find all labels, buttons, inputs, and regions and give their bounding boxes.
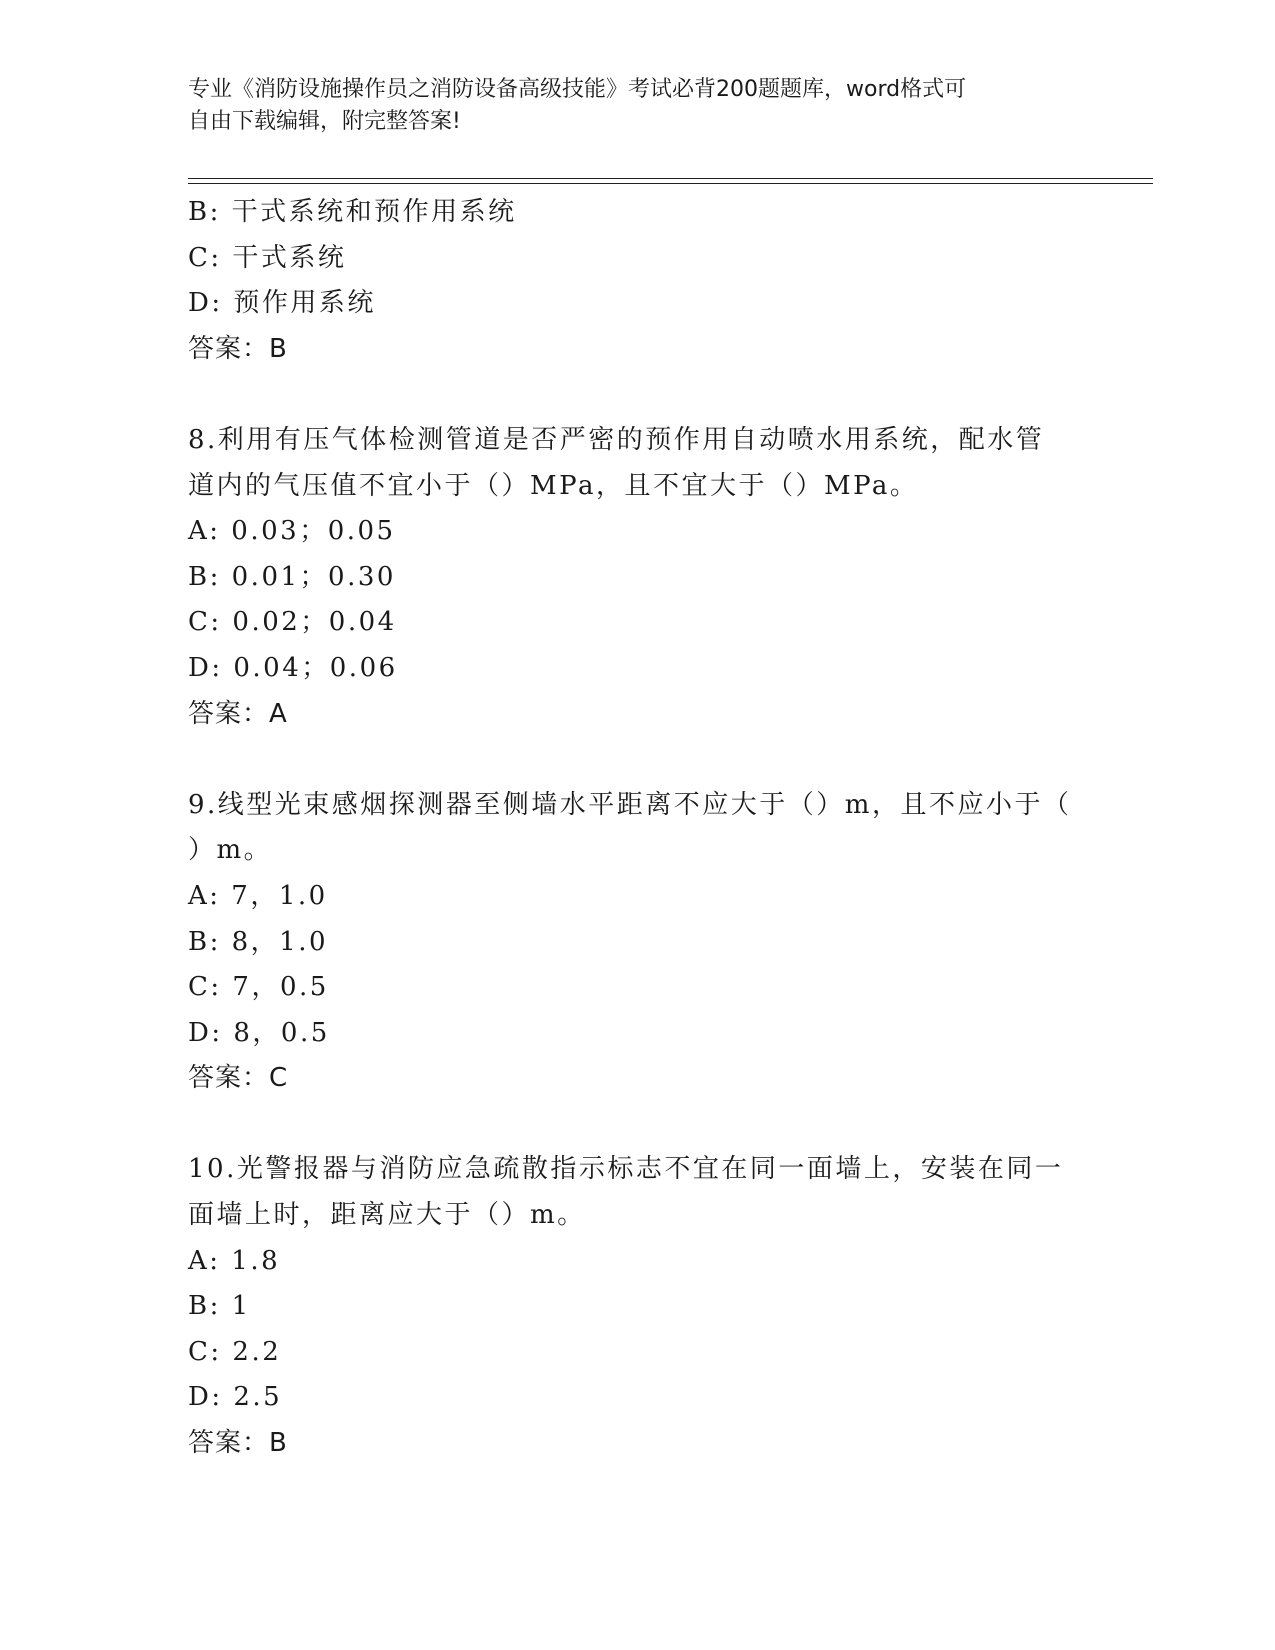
spacer xyxy=(188,737,1088,783)
option-d: D: 8，0.5 xyxy=(188,1017,330,1048)
header-divider-top xyxy=(188,178,1153,179)
previous-question-tail xyxy=(188,190,1088,372)
option-c: C: 2.2 xyxy=(188,1336,282,1367)
option-d: D: 0.04；0.06 xyxy=(188,652,398,683)
spacer xyxy=(188,1102,1088,1148)
option-b: B: 1 xyxy=(188,1291,251,1322)
question-stem-line-2: 面墙上时，距离应大于（）m。 xyxy=(188,1200,586,1231)
question-9 xyxy=(188,783,1088,1102)
question-stem-line-1: 8.利用有压气体检测管道是否严密的预作用自动喷水用系统，配水管 xyxy=(188,424,1045,455)
answer-line: 答案：C xyxy=(188,1063,289,1094)
option-d: D: 2.5 xyxy=(188,1382,283,1413)
option-a: A: 7，1.0 xyxy=(188,880,328,911)
question-stem-line-2: ）m。 xyxy=(188,835,273,866)
question-8 xyxy=(188,418,1088,737)
spacer xyxy=(188,372,1088,418)
option-c: C: 干式系统 xyxy=(188,242,347,273)
option-a: A: 1.8 xyxy=(188,1245,281,1276)
header-line-1: 专业《消防设施操作员之消防设备高级技能》考试必背200题题库，word格式可 xyxy=(188,77,967,102)
option-d: D: 预作用系统 xyxy=(188,288,376,319)
option-c: C: 0.02；0.04 xyxy=(188,607,397,638)
option-b: B: 0.01；0.30 xyxy=(188,561,396,592)
answer-line: 答案：B xyxy=(188,333,288,364)
question-10 xyxy=(188,1147,1088,1466)
question-stem-line-2: 道内的气压值不宜小于（）MPa，且不宜大于（）MPa。 xyxy=(188,470,919,501)
document-header xyxy=(188,74,1068,138)
option-c: C: 7，0.5 xyxy=(188,972,329,1003)
question-stem-line-1: 9.线型光束感烟探测器至侧墙水平距离不应大于（）m，且不应小于（ xyxy=(188,789,1072,820)
header-line-2: 自由下载编辑，附完整答案! xyxy=(188,109,461,134)
question-list xyxy=(188,190,1088,1467)
option-a: A: 0.03；0.05 xyxy=(188,516,396,547)
option-b: B: 8，1.0 xyxy=(188,926,329,957)
answer-line: 答案：B xyxy=(188,1428,288,1459)
answer-line: 答案：A xyxy=(188,698,288,729)
option-b: B: 干式系统和预作用系统 xyxy=(188,197,517,227)
header-divider-bottom xyxy=(188,183,1153,184)
question-stem-line-1: 10.光警报器与消防应急疏散指示标志不宜在同一面墙上，安装在同一 xyxy=(188,1154,1064,1185)
